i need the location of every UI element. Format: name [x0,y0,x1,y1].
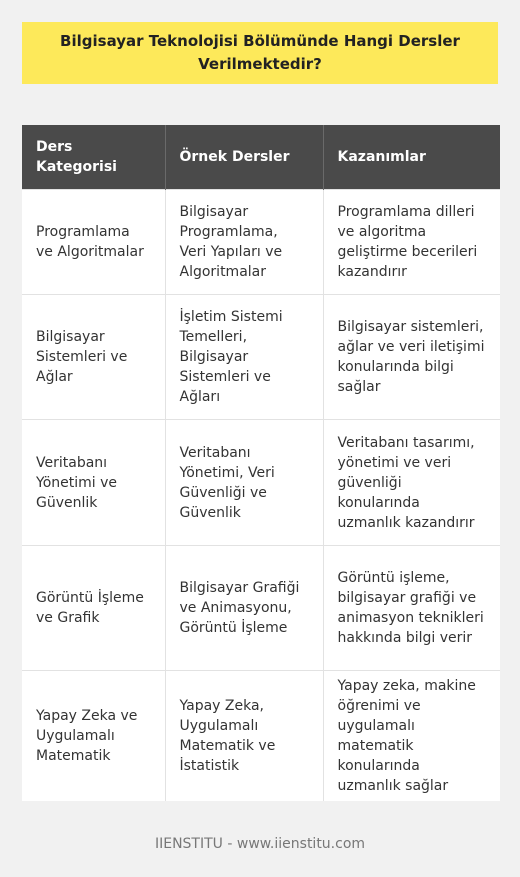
category-cell: Programlama ve Algoritmalar [22,190,165,295]
courses-cell: Yapay Zeka, Uygulamalı Matematik ve İstatistik [165,671,323,802]
courses-cell: Veritabanı Yönetimi, Veri Güvenliği ve Güvenlik [165,420,323,546]
outcomes-cell: Bilgisayar sistemleri, ağlar ve veri iletişimi konularında bilgi sağlar [323,295,500,420]
category-cell: Bilgisayar Sistemleri ve Ağlar [22,295,165,420]
outcomes-cell: Görüntü işleme, bilgisayar grafiği ve animasyon teknikleri hakkında bilgi verir [323,546,500,671]
table-row [22,420,500,546]
outcomes-cell: Veritabanı tasarımı, yönetimi ve veri güvenliği konularında uzmanlık kazandırır [323,420,500,546]
table-row [22,295,500,420]
courses-cell: Bilgisayar Grafiği ve Animasyonu, Görüntü İşleme [165,546,323,671]
table-row [22,190,500,295]
page-title: Bilgisayar Teknolojisi Bölümünde Hangi Dersler Verilmektedir? [60,32,460,73]
header-example-courses: Örnek Dersler [165,125,323,190]
table-row [22,546,500,671]
category-cell: Veritabanı Yönetimi ve Güvenlik [22,420,165,546]
header-category: Ders Kategorisi [22,125,165,190]
courses-cell: İşletim Sistemi Temelleri, Bilgisayar Sistemleri ve Ağları [165,295,323,420]
outcomes-cell: Yapay zeka, makine öğrenimi ve uygulamalı matematik konularında uzmanlık sağlar [323,671,500,802]
courses-cell: Bilgisayar Programlama, Veri Yapıları ve Algoritmalar [165,190,323,295]
category-cell: Görüntü İşleme ve Grafik [22,546,165,671]
table-row [22,671,500,802]
courses-table [22,125,500,801]
category-cell: Yapay Zeka ve Uygulamalı Matematik [22,671,165,802]
footer-credit: IIENSTITU - www.iienstitu.com [154,836,366,852]
title-banner [22,22,498,84]
outcomes-cell: Programlama dilleri ve algoritma geliştirme becerileri kazandırır [323,190,500,295]
table-header-row [22,125,500,190]
header-outcomes: Kazanımlar [323,125,500,190]
